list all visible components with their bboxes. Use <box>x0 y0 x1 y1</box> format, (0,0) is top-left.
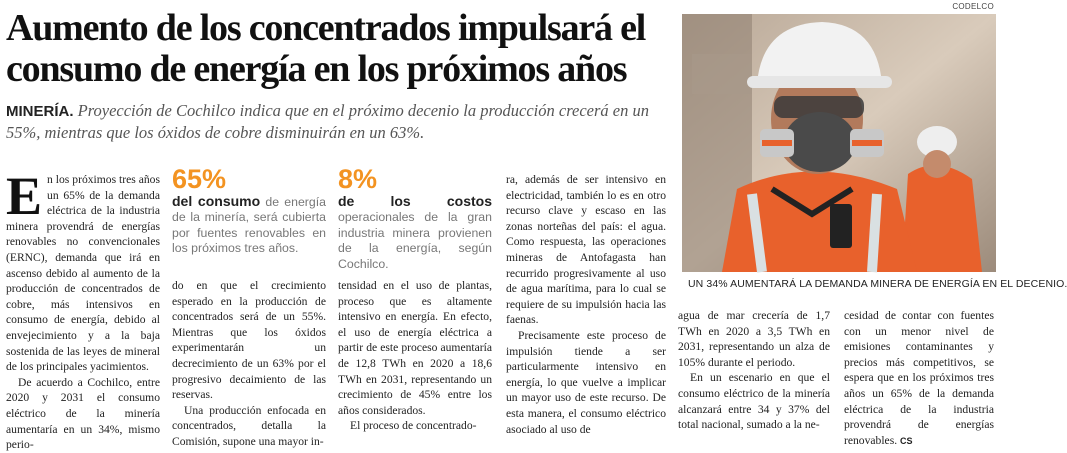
column-2 <box>172 164 326 450</box>
paragraph: En un escenario en que el consumo eléctrico de la minería alcanzará entre 34 y 37% del total nacional, sumado a la ne- <box>678 371 830 432</box>
kicker: MINERÍA. <box>6 103 74 120</box>
stat-box-2 <box>338 164 492 278</box>
paragraph: tensidad en el uso de plantas, proceso que es altamente intensivo en energía. En efecto, el uso de energía eléctrica a partir de este proceso aumentaría de 12,8 TWh en 2020 a 18,6 TWh en 2031, representando un crecimiento de 45% entre los años considerados. <box>338 279 492 417</box>
drop-cap: E <box>6 166 43 226</box>
photo-miner <box>682 14 996 272</box>
paragraph <box>844 308 994 449</box>
paragraph: Una producción enfocada en concentrados, detalla la Comisión, supone una mayor in- <box>172 403 326 448</box>
paragraph: Precisamente este proceso de impulsión tiende a ser particularmente intensivo en energía, lo que vuelve a implicar un mayor uso de este recurso. De esta manera, el consumo eléctrico asociado al uso de <box>506 328 666 436</box>
paragraph-text: cesidad de contar con fuentes con un menor nivel de emisiones contaminantes y precios más competitivos, se espera que en los próximos tres años un 65% de la demanda eléctrica de la industria provendrá de energías renovables. <box>844 309 994 447</box>
photo-caption: UN 34% AUMENTARÁ LA DEMANDA MINERA DE ENERGÍA EN EL DECENIO. <box>688 278 1067 290</box>
paragraph <box>6 166 160 375</box>
stat-number: 65% <box>172 164 227 194</box>
photo-credit: CODELCO <box>952 2 994 11</box>
headline: Aumento de los concentrados impulsará el consumo de energía en los próximos años <box>6 7 646 90</box>
paragraph: De acuerdo a Cochilco, entre 2020 y 2031 el consumo eléctrico de la minería aumentaría en un 34%, mismo perio- <box>6 375 160 452</box>
stat-box-1 <box>172 164 326 278</box>
column-1 <box>6 166 160 453</box>
column-3 <box>338 164 492 434</box>
column-6 <box>844 308 994 449</box>
deck-text: Proyección de Cochilco indica que en el próximo decenio la producción crecerá en un 55%, mientras que los óxidos de cobre disminuirán en un 63%. <box>6 101 649 142</box>
stat-bold: del consumo <box>172 193 261 209</box>
deck <box>6 100 674 143</box>
stat-bold: de los costos <box>338 193 492 209</box>
stat-text <box>172 194 326 257</box>
column-5 <box>678 308 830 433</box>
author-mark: CS <box>900 435 913 446</box>
paragraph: El proceso de concentrado- <box>350 419 477 433</box>
stat-text <box>338 194 492 272</box>
paragraph-text: n los próximos tres años un 65% de la demanda eléctrica de la industria minera provendrá de energías renovables no convencionales (ERNC), demanda que irá en ascenso debido al aumento de la producción de concentrados de cobre, más intensivos en consumo de energía, debido al envejecimiento y a la baja sostenida de las leyes de mineral de los principales yacimientos. <box>6 173 160 374</box>
paragraph: do en que el crecimiento esperado en la producción de concentrados será de un 55%. Mientras que los óxidos experimentarán un decrecimiento de un 63% por el progresivo decaimiento de las reservas. <box>172 279 326 402</box>
stat-number: 8% <box>338 164 378 194</box>
paragraph: agua de mar crecería de 1,7 TWh en 2020 a 3,5 TWh en 2031, representando un alza de 105% durante el periodo. <box>678 309 830 369</box>
paragraph: ra, además de ser intensivo en electricidad, también lo es en otro recurso clave y escaso en las zonas norteñas del país: el agua. Como respuesta, las operaciones mineras de Antofagasta han recurrido progresivamente al uso de agua marítima, para lo cual se requiere de su impulsión hacia las faenas. <box>506 173 666 327</box>
stat-rest: operacionales de la gran industria minera provienen de la energía, según Cochilco. <box>338 210 492 271</box>
column-4 <box>506 172 666 437</box>
stat-rest: de energía de la minería, será cubierta por fuentes renovables en los próximos tres años. <box>172 195 326 256</box>
